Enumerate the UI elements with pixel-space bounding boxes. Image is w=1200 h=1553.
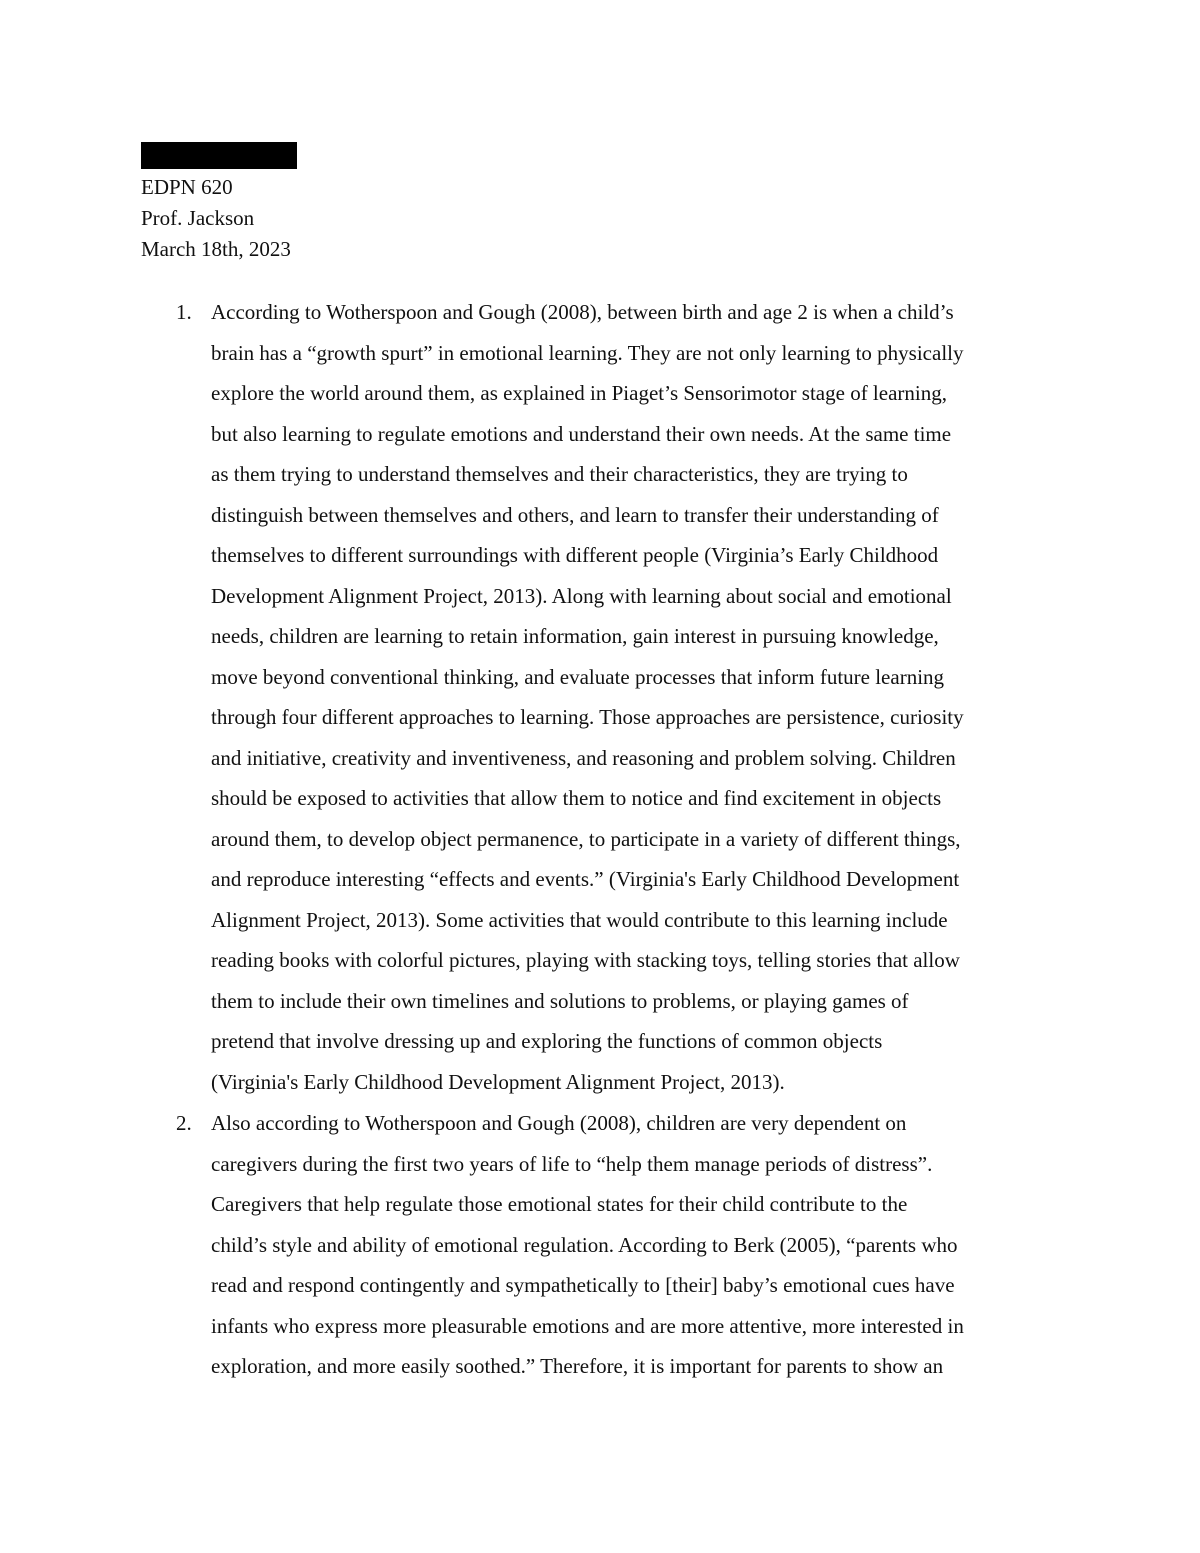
text-line: needs, children are learning to retain information, gain interest in pursuing knowledge,	[211, 624, 939, 648]
text-line: explore the world around them, as explained in Piaget’s Sensorimotor stage of learning,	[211, 381, 947, 405]
text-line: themselves to different surroundings with different people (Virginia’s Early Childhood	[211, 543, 939, 567]
list-item-text	[211, 292, 1071, 1102]
text-line: should be exposed to activities that allow them to notice and find excitement in objects	[211, 786, 942, 810]
text-line: around them, to develop object permanence, to participate in a variety of different things,	[211, 826, 961, 851]
text-line: pretend that involve dressing up and exploring the functions of common objects	[211, 1029, 883, 1053]
text-line: child’s style and ability of emotional regulation. According to Berk (2005), “parents who	[211, 1232, 958, 1257]
text-line: them to include their own timelines and solutions to problems, or playing games of	[211, 988, 909, 1013]
text-line: move beyond conventional thinking, and evaluate processes that inform future learning	[211, 664, 945, 689]
text-line: reading books with colorful pictures, playing with stacking toys, telling stories that allow	[211, 948, 960, 972]
list-item-number: 1.	[176, 300, 192, 324]
text-line: Caregivers that help regulate those emotional states for their child contribute to the	[211, 1192, 908, 1216]
text-line: through four different approaches to learning. Those approaches are persistence, curiosity	[211, 705, 964, 729]
text-line: and reproduce interesting “effects and events.” (Virginia's Early Childhood Development	[211, 867, 960, 891]
list-item-number: 2.	[176, 1111, 192, 1135]
text-line: According to Wotherspoon and Gough (2008), between birth and age 2 is when a child’s	[211, 300, 954, 324]
professor-name: Prof. Jackson	[141, 206, 255, 230]
document-header	[141, 172, 291, 265]
document-date: March 18th, 2023	[141, 237, 291, 261]
text-line: but also learning to regulate emotions and understand their own needs. At the same time	[211, 421, 952, 446]
text-line: brain has a “growth spurt” in emotional learning. They are not only learning to physically	[211, 340, 964, 365]
text-line: Also according to Wotherspoon and Gough (2008), children are very dependent on	[211, 1111, 907, 1135]
text-line: exploration, and more easily soothed.” Therefore, it is important for parents to show an	[211, 1354, 944, 1378]
course-code: EDPN 620	[141, 175, 233, 199]
text-line: and initiative, creativity and inventiveness, and reasoning and problem solving. Children	[211, 745, 956, 770]
list-item-text	[211, 1103, 1071, 1387]
text-line: Alignment Project, 2013). Some activities that would contribute to this learning include	[211, 907, 948, 932]
text-line: as them trying to understand themselves and their characteristics, they are trying to	[211, 462, 908, 486]
text-line: Development Alignment Project, 2013). Along with learning about social and emotional	[211, 583, 952, 608]
text-line: (Virginia's Early Childhood Development Alignment Project, 2013).	[211, 1069, 785, 1094]
text-line: caregivers during the first two years of life to “help them manage periods of distress”.	[211, 1151, 933, 1176]
text-line: infants who express more pleasurable emotions and are more attentive, more interested in	[211, 1313, 964, 1338]
text-line: read and respond contingently and sympathetically to [their] baby’s emotional cues have	[211, 1273, 955, 1297]
text-line: distinguish between themselves and others, and learn to transfer their understanding of	[211, 502, 939, 527]
redacted-name-bar	[141, 142, 297, 169]
